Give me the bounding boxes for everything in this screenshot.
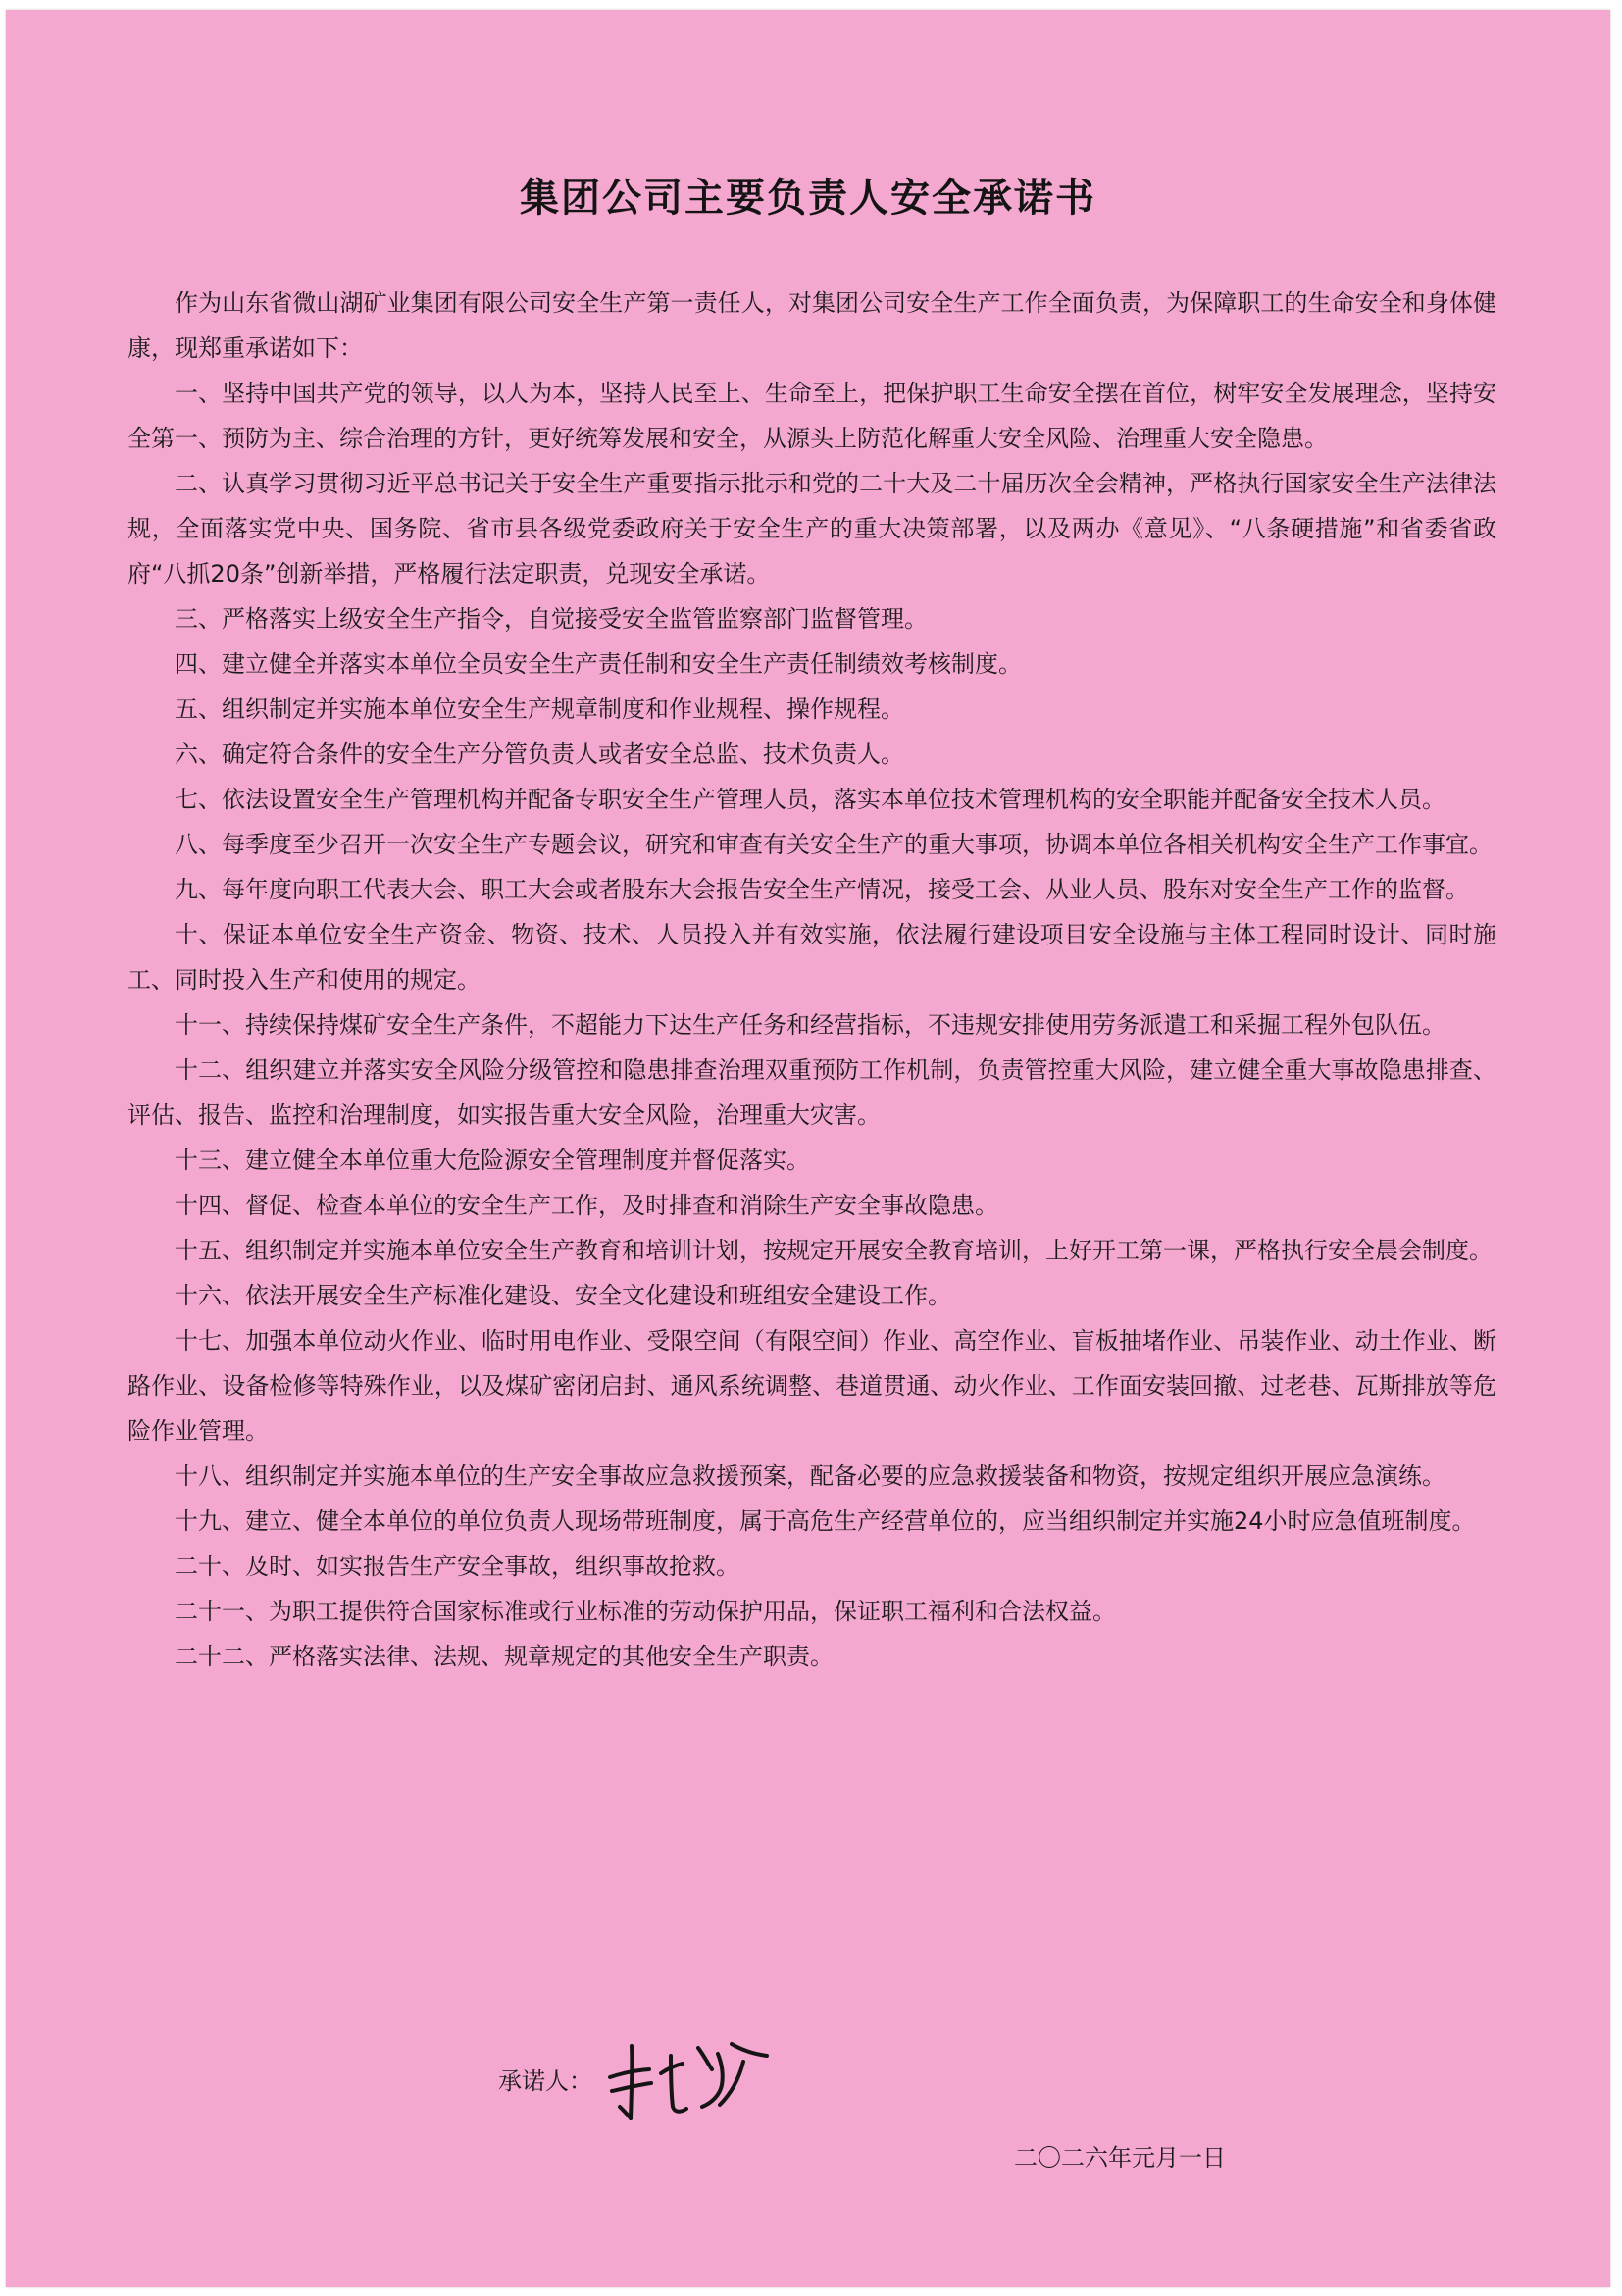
commitment-item: 十六、依法开展安全生产标准化建设、安全文化建设和班组安全建设工作。 [175,1282,951,1309]
commitment-item: 十、保证本单位安全生产资金、物资、技术、人员投入并有效实施，依法履行建设项目安全设施与主体工程同时设计、同时施工、同时投入生产和使用的规定。 [127,921,1496,994]
commitment-item: 二十一、为职工提供符合国家标准或行业标准的劳动保护用品，保证职工福利和合法权益。 [175,1598,1116,1625]
commitment-item: 五、组织制定并实施本单位安全生产规章制度和作业规程、操作规程。 [175,695,904,723]
commitment-item: 一、坚持中国共产党的领导，以人为本，坚持人民至上、生命至上，把保护职工生命安全摆在首位，树牢安全发展理念，坚持安全第一、预防为主、综合治理的方针，更好统筹发展和安全，从源头上防范化解重大安全风险、治理重大安全隐患。 [127,380,1496,452]
commitment-item: 三、严格落实上级安全生产指令，自觉接受安全监管监察部门监督管理。 [175,605,928,633]
commitment-item: 八、每季度至少召开一次安全生产专题会议，研究和审查有关安全生产的重大事项，协调本单位各相关机构安全生产工作事宜。 [175,831,1493,858]
commitment-item: 九、每年度向职工代表大会、职工大会或者股东大会报告安全生产情况，接受工会、从业人员、股东对安全生产工作的监督。 [175,876,1469,903]
commitment-item: 二、认真学习贯彻习近平总书记关于安全生产重要指示批示和党的二十大及二十届历次全会精神，严格执行国家安全生产法律法规，全面落实党中央、国务院、省市县各级党委政府关于安全生产的重大决策部署，以及两办《意见》、“八条硬措施”和省委省政府“八抓20条”创新举措，严格履行法定职责，兑现安全承诺。 [127,470,1496,587]
commitment-item: 十四、督促、检查本单位的安全生产工作，及时排查和消除生产安全事故隐患。 [175,1192,998,1219]
document-body [127,281,1496,1679]
signature-block [498,2034,773,2122]
commitment-item: 六、确定符合条件的安全生产分管负责人或者安全总监、技术负责人。 [175,740,904,768]
commitment-item: 十五、组织制定并实施本单位安全生产教育和培训计划，按规定开展安全教育培训，上好开工第一课，严格执行安全晨会制度。 [175,1237,1493,1264]
signer-label: 承诺人： [498,2066,592,2095]
commitment-item: 十八、组织制定并实施本单位的生产安全事故应急救援预案，配备必要的应急救援装备和物资，按规定组织开展应急演练。 [175,1462,1445,1490]
commitment-item: 十一、持续保持煤矿安全生产条件，不超能力下达生产任务和经营指标，不违规安排使用劳务派遣工和采掘工程外包队伍。 [175,1011,1445,1039]
document-date: 二〇二六年元月一日 [1014,2144,1226,2171]
commitment-item: 二十二、严格落实法律、法规、规章规定的其他安全生产职责。 [175,1643,834,1670]
commitment-item: 二十、及时、如实报告生产安全事故，组织事故抢救。 [175,1553,739,1580]
commitment-item: 四、建立健全并落实本单位全员安全生产责任制和安全生产责任制绩效考核制度。 [175,650,1022,678]
commitment-item: 十九、建立、健全本单位的单位负责人现场带班制度，属于高危生产经营单位的，应当组织制定并实施24小时应急值班制度。 [175,1507,1476,1535]
commitment-item: 十三、建立健全本单位重大危险源安全管理制度并督促落实。 [175,1147,810,1174]
commitment-item: 七、依法设置安全生产管理机构并配备专职安全生产管理人员，落实本单位技术管理机构的安全职能并配备安全技术人员。 [175,786,1445,813]
handwritten-signature-icon [606,2034,773,2122]
commitment-item: 十七、加强本单位动火作业、临时用电作业、受限空间（有限空间）作业、高空作业、盲板抽堵作业、吊装作业、动土作业、断路作业、设备检修等特殊作业，以及煤矿密闭启封、通风系统调整、巷道贯通、动火作业、工作面安装回撤、过老巷、瓦斯排放等危险作业管理。 [127,1327,1496,1445]
document-title: 集团公司主要负责人安全承诺书 [520,175,1096,221]
document-sheet [6,10,1610,2287]
commitment-item: 十二、组织建立并落实安全风险分级管控和隐患排查治理双重预防工作机制，负责管控重大风险，建立健全重大事故隐患排查、评估、报告、监控和治理制度，如实报告重大安全风险，治理重大灾害。 [127,1056,1496,1129]
intro-paragraph: 作为山东省微山湖矿业集团有限公司安全生产第一责任人，对集团公司安全生产工作全面负责，为保障职工的生命安全和身体健康，现郑重承诺如下： [127,289,1496,362]
